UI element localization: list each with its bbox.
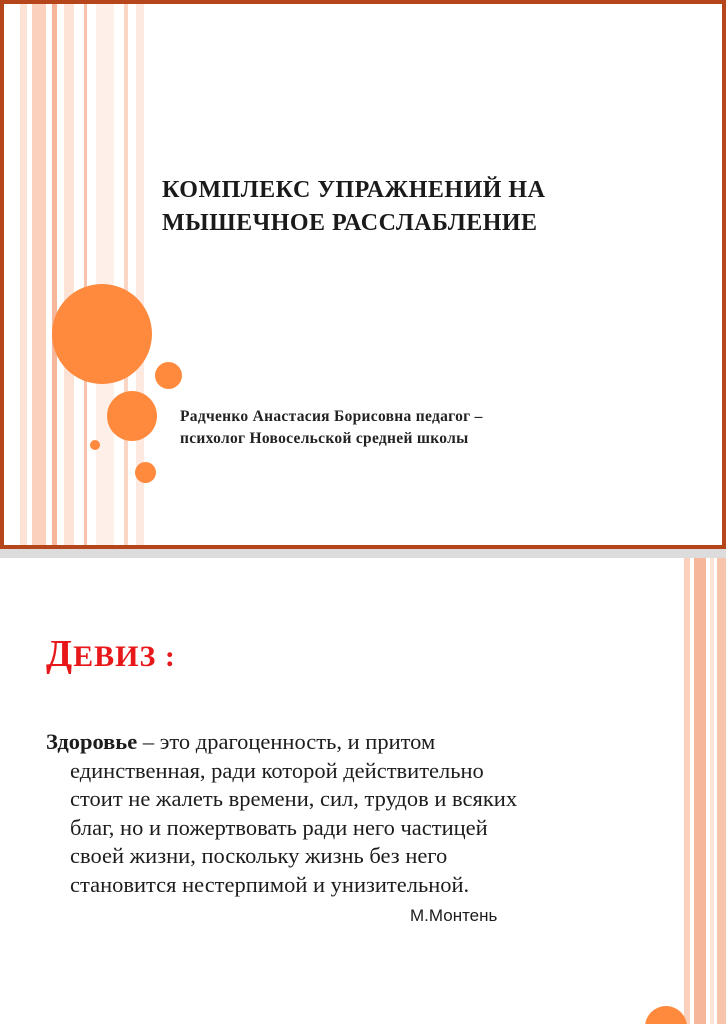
quote-line <box>46 728 626 757</box>
decor-stripe <box>52 4 57 545</box>
decor-circle-large <box>52 284 152 384</box>
motto-heading <box>46 632 176 676</box>
decor-stripe <box>694 558 706 1024</box>
slide-title <box>162 174 682 240</box>
decor-stripe <box>717 558 726 1024</box>
decor-circle-small <box>155 362 182 389</box>
author-line: Радченко Анастасия Борисовна педагог – <box>180 408 483 425</box>
decor-stripe <box>32 4 46 545</box>
quote-text <box>46 728 626 899</box>
decor-stripe <box>710 558 714 1024</box>
decor-stripe <box>20 4 27 545</box>
decor-stripe <box>684 558 690 1024</box>
decor-circle-tiny <box>90 440 100 450</box>
quote-line: стоит не жалеть времени, сил, трудов и всяких <box>70 786 518 811</box>
quote-line: своей жизни, поскольку жизнь без него <box>70 843 448 868</box>
heading-rest: ЕВИЗ : <box>73 640 176 673</box>
decor-stripe <box>84 4 87 545</box>
decor-circle <box>645 1006 687 1024</box>
decor-stripe <box>124 4 128 545</box>
title-line: КОМПЛЕКС УПРАЖНЕНИЙ НА <box>162 177 546 203</box>
title-line: МЫШЕЧНОЕ РАССЛАБЛЕНИЕ <box>162 210 538 236</box>
quote-author: М.Монтень <box>410 906 498 925</box>
decor-circle-medium <box>107 391 157 441</box>
quote-line: становится нестерпимой и унизительной. <box>70 871 470 897</box>
author-line: психолог Новосельской средней школы <box>180 430 469 447</box>
quote-keyword: Здоровье <box>46 729 138 754</box>
quote-line-text: – это драгоценность, и притом <box>137 729 436 754</box>
slide-subtitle <box>180 406 650 450</box>
motto-slide <box>0 558 726 1024</box>
quote-line: единственная, ради которой действительно <box>70 757 484 783</box>
decor-stripe <box>96 4 114 545</box>
decor-stripe <box>64 4 74 545</box>
heading-initial: Д <box>46 633 74 675</box>
quote-line: благ, но и пожертвовать ради него частицей <box>70 814 488 840</box>
decor-circle-small <box>135 462 156 483</box>
